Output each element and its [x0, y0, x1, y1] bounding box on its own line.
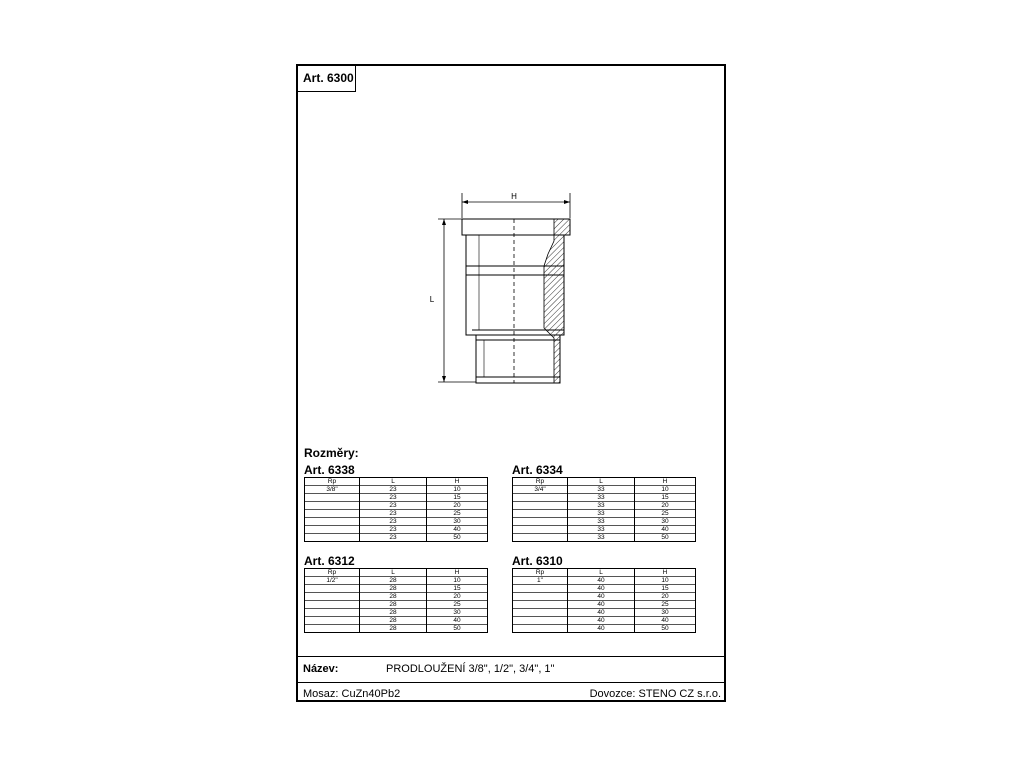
table-row [305, 494, 488, 502]
table-cell: 30 [635, 518, 696, 526]
table-cell: 33 [568, 502, 635, 510]
table-cell: 23 [360, 510, 427, 518]
table-row [305, 486, 488, 494]
table-cell [305, 593, 360, 601]
table-row [305, 617, 488, 625]
table-cell: 50 [635, 534, 696, 542]
material-text: Mosaz: CuZn40Pb2 [303, 688, 401, 700]
table-cell: 20 [427, 593, 488, 601]
table-cell: Rp [305, 569, 360, 577]
table-row [513, 625, 696, 633]
table-row [513, 494, 696, 502]
table-cell: H [427, 569, 488, 577]
table-title-6334: Art. 6334 [512, 463, 563, 477]
table-cell: 40 [568, 593, 635, 601]
table-cell: 20 [635, 502, 696, 510]
table-cell: 40 [568, 609, 635, 617]
table-cell: 30 [635, 609, 696, 617]
name-row [298, 656, 724, 683]
table-cell: L [568, 478, 635, 486]
table-cell: 33 [568, 486, 635, 494]
dimension-table-6338 [304, 477, 488, 542]
table-title-6310: Art. 6310 [512, 554, 563, 568]
table-row [305, 502, 488, 510]
table-cell: L [360, 569, 427, 577]
table-cell: 40 [568, 625, 635, 633]
table-row [513, 526, 696, 534]
table-cell: 40 [635, 526, 696, 534]
table-row [305, 534, 488, 542]
table-cell [513, 593, 568, 601]
table-row [513, 585, 696, 593]
table-cell: 33 [568, 534, 635, 542]
table-cell: 15 [635, 585, 696, 593]
table-cell: 40 [427, 526, 488, 534]
table-cell: 23 [360, 502, 427, 510]
dim-h-label: H [511, 192, 517, 201]
table-cell: 28 [360, 601, 427, 609]
table-cell: 40 [568, 585, 635, 593]
table-cell [305, 518, 360, 526]
table-cell: 15 [635, 494, 696, 502]
dim-l-label: L [429, 295, 435, 304]
table-cell: 28 [360, 625, 427, 633]
table-cell: 23 [360, 486, 427, 494]
table-cell: 30 [427, 518, 488, 526]
table-cell [305, 494, 360, 502]
table-row [513, 601, 696, 609]
table-cell [513, 585, 568, 593]
table-cell [513, 526, 568, 534]
table-cell: 25 [427, 510, 488, 518]
table-cell: 28 [360, 577, 427, 585]
table-cell: 40 [568, 601, 635, 609]
table-cell [305, 617, 360, 625]
table-cell: 3/8" [305, 486, 360, 494]
table-row [513, 534, 696, 542]
table-row [305, 625, 488, 633]
table-cell: Rp [513, 569, 568, 577]
table-row [513, 609, 696, 617]
name-label: Název: [303, 663, 339, 675]
table-row [513, 593, 696, 601]
table-cell: 40 [427, 617, 488, 625]
technical-drawing [298, 66, 724, 446]
table-cell: Rp [305, 478, 360, 486]
dimension-table-6312 [304, 568, 488, 633]
table-cell [513, 518, 568, 526]
table-cell: 28 [360, 617, 427, 625]
table-row [305, 577, 488, 585]
table-row [305, 601, 488, 609]
table-cell: 10 [427, 577, 488, 585]
table-cell: L [360, 478, 427, 486]
table-cell: 25 [427, 601, 488, 609]
table-cell [513, 625, 568, 633]
table-cell [305, 526, 360, 534]
table-cell [305, 609, 360, 617]
table-header-row [513, 478, 696, 486]
table-cell: 33 [568, 494, 635, 502]
table-cell: 3/4" [513, 486, 568, 494]
table-row [513, 518, 696, 526]
table-cell: 30 [427, 609, 488, 617]
table-cell [513, 534, 568, 542]
table-cell: 25 [635, 601, 696, 609]
table-cell: 50 [427, 534, 488, 542]
table-title-6312: Art. 6312 [304, 554, 355, 568]
table-cell: H [635, 569, 696, 577]
table-cell: 20 [427, 502, 488, 510]
table-row [305, 518, 488, 526]
table-row [305, 593, 488, 601]
table-cell: 10 [635, 577, 696, 585]
table-cell [305, 585, 360, 593]
table-cell: 15 [427, 494, 488, 502]
table-cell: L [568, 569, 635, 577]
table-row [513, 617, 696, 625]
table-cell: 50 [427, 625, 488, 633]
table-cell: 15 [427, 585, 488, 593]
table-cell [513, 510, 568, 518]
table-cell [305, 510, 360, 518]
table-cell: 40 [635, 617, 696, 625]
table-row [513, 510, 696, 518]
importer-text: Dovozce: STENO CZ s.r.o. [589, 688, 721, 700]
table-cell [305, 502, 360, 510]
name-value: PRODLOUŽENÍ 3/8", 1/2", 3/4", 1" [386, 663, 555, 675]
dimension-l [430, 219, 476, 382]
table-cell: 23 [360, 526, 427, 534]
table-cell [513, 609, 568, 617]
table-row [305, 609, 488, 617]
table-cell [513, 494, 568, 502]
table-cell: 33 [568, 518, 635, 526]
table-cell [513, 617, 568, 625]
table-cell: 23 [360, 534, 427, 542]
table-header-row [513, 569, 696, 577]
table-cell [513, 502, 568, 510]
table-cell: 1" [513, 577, 568, 585]
table-cell: 50 [635, 625, 696, 633]
table-row [305, 510, 488, 518]
table-header-row [305, 478, 488, 486]
table-title-6338: Art. 6338 [304, 463, 355, 477]
table-cell: 10 [427, 486, 488, 494]
table-row [305, 585, 488, 593]
table-cell: 40 [568, 577, 635, 585]
table-cell: 33 [568, 526, 635, 534]
dimension-table-6334 [512, 477, 696, 542]
table-cell: 20 [635, 593, 696, 601]
table-cell: 10 [635, 486, 696, 494]
table-cell: 23 [360, 518, 427, 526]
section-hatch [544, 219, 570, 383]
table-cell [305, 625, 360, 633]
table-cell: H [427, 478, 488, 486]
table-cell: 23 [360, 494, 427, 502]
table-cell [305, 601, 360, 609]
table-cell: H [635, 478, 696, 486]
article-number: Art. 6300 [298, 66, 356, 92]
table-cell: Rp [513, 478, 568, 486]
table-cell: 40 [568, 617, 635, 625]
dimensions-heading: Rozměry: [304, 446, 359, 460]
dimension-h [462, 192, 570, 218]
table-header-row [305, 569, 488, 577]
table-cell: 25 [635, 510, 696, 518]
datasheet [296, 64, 726, 702]
table-cell [513, 601, 568, 609]
table-row [513, 486, 696, 494]
table-cell: 28 [360, 609, 427, 617]
table-row [305, 526, 488, 534]
dimension-table-6310 [512, 568, 696, 633]
table-row [513, 577, 696, 585]
table-cell: 33 [568, 510, 635, 518]
table-cell: 28 [360, 593, 427, 601]
table-cell: 1/2" [305, 577, 360, 585]
table-row [513, 502, 696, 510]
table-cell [305, 534, 360, 542]
table-cell: 28 [360, 585, 427, 593]
